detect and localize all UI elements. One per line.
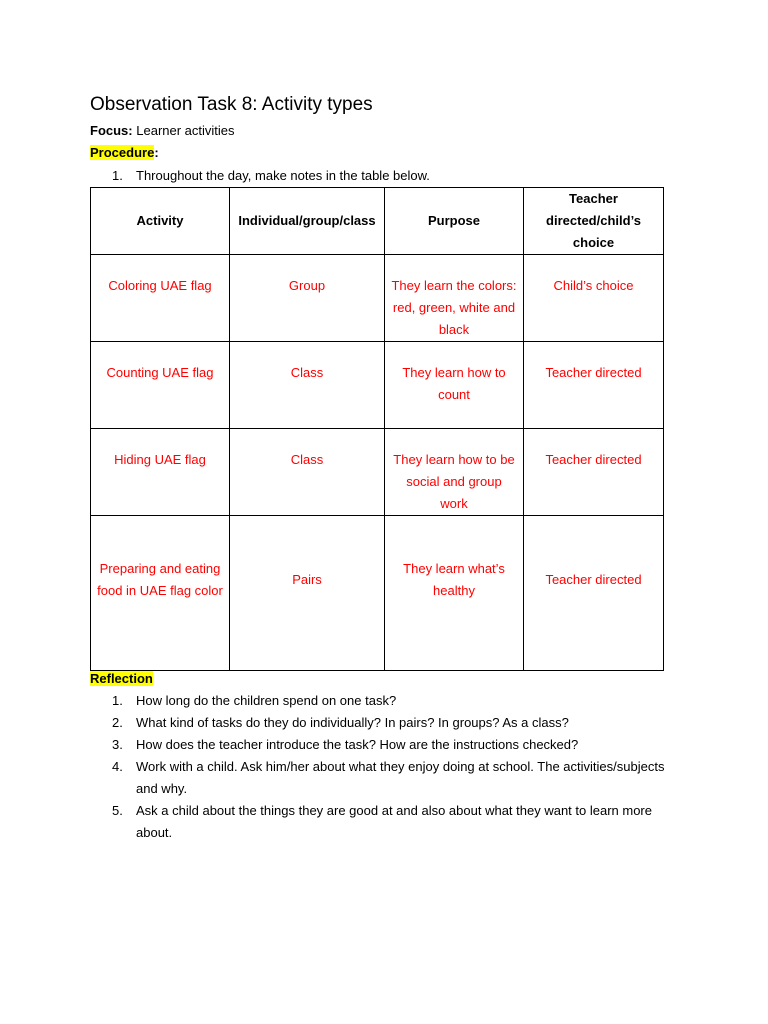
table-cell: They learn how to be social and group work bbox=[385, 429, 524, 516]
table-cell: Class bbox=[230, 342, 385, 429]
list-item bbox=[90, 756, 676, 800]
table-cell: Hiding UAE flag bbox=[91, 429, 230, 516]
table-cell: Preparing and eating food in UAE flag color bbox=[91, 516, 230, 671]
focus-line bbox=[90, 123, 235, 138]
header-purpose: Purpose bbox=[385, 188, 524, 255]
page-title: Observation Task 8: Activity types bbox=[90, 94, 373, 115]
list-item-text: What kind of tasks do they do individually? In pairs? In groups? As a class? bbox=[136, 715, 569, 730]
procedure-heading bbox=[90, 145, 159, 160]
table-cell: Teacher directed bbox=[524, 429, 664, 516]
focus-label: Focus: bbox=[90, 123, 133, 138]
list-item-text: Work with a child. Ask him/her about what they enjoy doing at school. The activities/subjects and why. bbox=[136, 759, 665, 796]
list-item bbox=[90, 712, 676, 734]
reflection-list bbox=[90, 690, 676, 844]
table-header-row bbox=[91, 188, 664, 255]
table-cell: Teacher directed bbox=[524, 516, 664, 671]
table-cell: They learn what’s healthy bbox=[385, 516, 524, 671]
list-item bbox=[90, 690, 676, 712]
list-item-number: 2. bbox=[112, 715, 123, 730]
table-row bbox=[91, 342, 664, 429]
table-cell: Class bbox=[230, 429, 385, 516]
procedure-label: Procedure bbox=[90, 145, 155, 160]
reflection-heading bbox=[90, 671, 153, 686]
table-cell: Counting UAE flag bbox=[91, 342, 230, 429]
list-item-text: How long do the children spend on one task? bbox=[136, 693, 397, 708]
header-grouping: Individual/group/class bbox=[230, 188, 385, 255]
list-item-number: 5. bbox=[112, 803, 123, 818]
list-item-text: How does the teacher introduce the task? How are the instructions checked? bbox=[136, 737, 579, 752]
list-item bbox=[90, 800, 676, 844]
header-teacher-child-choice: Teacher directed/child’s choice bbox=[524, 188, 664, 255]
observation-table bbox=[90, 187, 664, 671]
list-item-number: 1. bbox=[112, 168, 123, 183]
reflection-label: Reflection bbox=[90, 671, 153, 686]
table-cell: Teacher directed bbox=[524, 342, 664, 429]
table-cell: They learn how to count bbox=[385, 342, 524, 429]
list-item-text: Ask a child about the things they are good at and also about what they want to learn more about. bbox=[136, 803, 652, 840]
table-cell: Child’s choice bbox=[524, 255, 664, 342]
list-item bbox=[90, 165, 676, 187]
table-row bbox=[91, 429, 664, 516]
table-row bbox=[91, 255, 664, 342]
header-activity: Activity bbox=[91, 188, 230, 255]
table-row bbox=[91, 516, 664, 671]
focus-value: Learner activities bbox=[136, 123, 235, 138]
table-cell: They learn the colors: red, green, white and black bbox=[385, 255, 524, 342]
procedure-colon: : bbox=[154, 145, 159, 160]
procedure-list bbox=[90, 165, 676, 187]
list-item-number: 1. bbox=[112, 693, 123, 708]
table-cell: Pairs bbox=[230, 516, 385, 671]
list-item-number: 4. bbox=[112, 759, 123, 774]
list-item-number: 3. bbox=[112, 737, 123, 752]
list-item-text: Throughout the day, make notes in the table below. bbox=[136, 168, 430, 183]
list-item bbox=[90, 734, 676, 756]
table-cell: Group bbox=[230, 255, 385, 342]
table-cell: Coloring UAE flag bbox=[91, 255, 230, 342]
